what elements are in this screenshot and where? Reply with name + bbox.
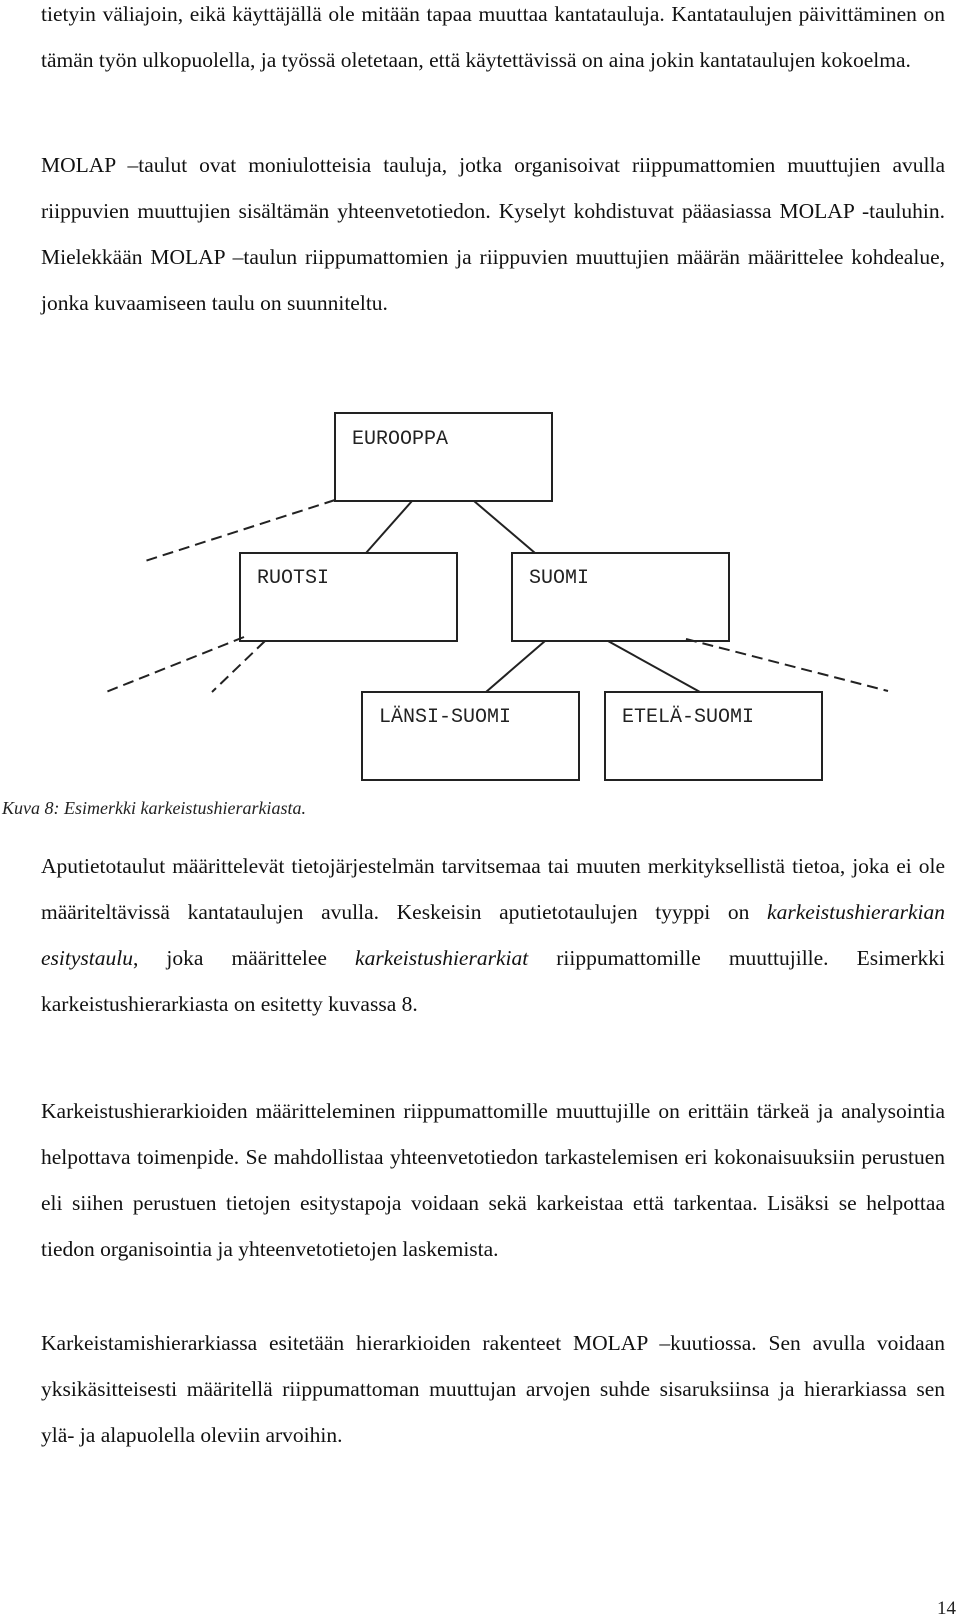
node-label-lansi-suomi: LÄNSI-SUOMI	[379, 706, 512, 729]
paragraph-3-term-1: karkeistushierarkian esitystaulu	[41, 900, 945, 970]
edge-eurooppa-suomi	[474, 501, 535, 553]
edge-suomi-etela-suomi	[608, 641, 700, 692]
edge-eurooppa-ruotsi	[366, 501, 412, 553]
node-label-eurooppa: EUROOPPA	[352, 428, 449, 451]
paragraph-3-text-b: , joka määrittelee	[132, 946, 356, 970]
paragraph-3-text-a: Aputietotaulut määrittelevät tietojärjestelmän tarvitsemaa tai muuten merkityksellistä tietoa, joka ei ole määriteltävissä kantataulujen avulla. Keskeisin aputietotaulujen tyyppi on	[41, 854, 945, 924]
dashed-edge-ruotsi-left-outer	[106, 637, 244, 692]
node-label-etela-suomi: ETELÄ-SUOMI	[622, 706, 755, 729]
page-number: 14	[937, 1598, 956, 1619]
paragraph-1: tietyin väliajoin, eikä käyttäjällä ole mitään tapaa muuttaa kantatauluja. Kantataulujen päivittäminen on tämän työn ulkopuolella, ja työssä oletetaan, että käytettävissä on aina jokin kantataulujen kokoelma.	[41, 2, 945, 72]
dashed-edge-suomi-right	[686, 639, 888, 691]
hierarchy-diagram	[0, 400, 960, 790]
paragraph-5: Karkeistamishierarkiassa esitetään hierarkioiden rakenteet MOLAP –kuutiossa. Sen avulla voidaan yksikäsitteisesti määritellä riippumattoman muuttujan arvojen suhde sisaruksiinsa ja hierarkiassa sen ylä- ja alapuolella oleviin arvoihin.	[41, 1331, 945, 1447]
paragraph-4: Karkeistushierarkioiden määritteleminen riippumattomille muuttujille on erittäin tärkeä ja analysointia helpottava toimenpide. Se mahdollistaa yhteenvetotiedon tarkastelemisen eri kokonaisuuksiin perustuen eli siihen perustuen tietojen esitystapoja voidaan sekä karkeistaa että tarkentaa. Lisäksi se helpottaa tiedon organisointia ja yhteenvetotietojen laskemista.	[41, 1099, 945, 1261]
dashed-edge-ruotsi-left-inner	[212, 641, 265, 692]
figure-caption: Kuva 8: Esimerkki karkeistushierarkiasta.	[2, 798, 306, 818]
node-label-suomi: SUOMI	[529, 567, 590, 590]
node-label-ruotsi: RUOTSI	[257, 567, 330, 590]
paragraph-3-text-c: riippumattomille muuttujille. Esimerkki karkeistushierarkiasta on esitetty kuvassa 8.	[41, 946, 945, 1016]
node-box-eurooppa	[335, 413, 552, 501]
paragraph-2: MOLAP –taulut ovat moniulotteisia tauluja, jotka organisoivat riippumattomien muuttujien avulla riippuvien muuttujien sisältämän yhteenvetotiedon. Kyselyt kohdistuvat pääasiassa MOLAP -tauluhin. Mielekkään MOLAP –taulun riippumattomien ja riippuvien muuttujien määrän määrittelee kohdealue, jonka kuvaamiseen taulu on suunniteltu.	[41, 153, 945, 315]
paragraph-3	[41, 843, 945, 1027]
paragraph-3-term-2: karkeistushierarkiat	[355, 946, 529, 970]
edge-suomi-lansi-suomi	[486, 641, 545, 692]
